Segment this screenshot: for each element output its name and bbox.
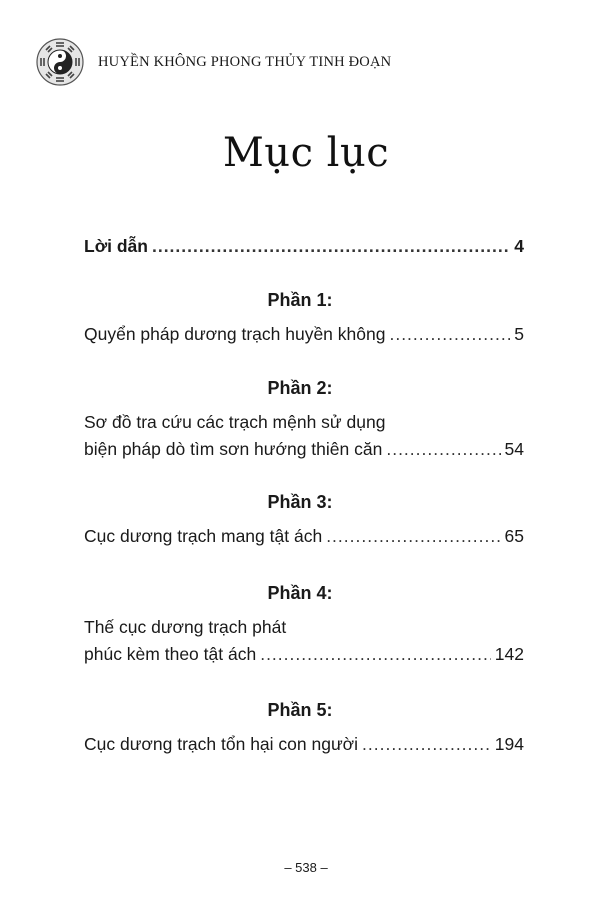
yin-yang-bagua-icon — [36, 38, 84, 86]
toc-part-3[interactable] — [84, 492, 524, 550]
toc-part-2[interactable] — [84, 378, 524, 463]
toc-entry-page: 5 — [514, 324, 524, 344]
part-label: Phần 1: — [267, 290, 333, 310]
running-title: HUYỀN KHÔNG PHONG THỦY TINH ĐOẠN — [98, 53, 392, 70]
toc-entry-intro[interactable] — [84, 236, 524, 257]
toc-entry — [84, 436, 524, 463]
toc-entry-text: phúc kèm theo tật ách — [84, 644, 257, 664]
toc-part-5[interactable] — [84, 700, 524, 758]
dot-leader — [152, 236, 510, 257]
toc-entry — [84, 321, 524, 348]
toc-entry-text: Cục dương trạch tổn hại con người — [84, 734, 359, 754]
dot-leader — [389, 321, 510, 348]
toc-entry-page: 194 — [494, 734, 524, 754]
toc-entry-page: 54 — [504, 439, 524, 459]
part-label: Phần 2: — [267, 378, 333, 398]
page-number: – 538 – — [284, 860, 328, 875]
toc-part-1[interactable] — [84, 290, 524, 348]
toc-entry-text: Quyển pháp dương trạch huyền không — [84, 324, 386, 344]
toc-entry-text-line: Sơ đồ tra cứu các trạch mệnh sử dụng — [84, 412, 386, 432]
toc-entry — [84, 731, 524, 758]
toc-entry-text-line: Thế cục dương trạch phát — [84, 617, 287, 637]
toc-part-4[interactable] — [84, 583, 524, 668]
toc-entry-text: Cục dương trạch mang tật ách — [84, 526, 323, 546]
part-label: Phần 5: — [267, 700, 333, 720]
toc-entry — [84, 523, 524, 550]
dot-leader — [362, 731, 491, 758]
part-label: Phần 4: — [267, 583, 333, 603]
toc-entry-page: 142 — [494, 644, 524, 664]
toc-entry-page: 4 — [514, 236, 524, 256]
dot-leader — [386, 436, 500, 463]
dot-leader — [326, 523, 500, 550]
toc-entry — [84, 641, 524, 668]
toc-entry-page: 65 — [504, 526, 524, 546]
dot-leader — [260, 641, 491, 668]
toc-entry-text: biện pháp dò tìm sơn hướng thiên căn — [84, 439, 383, 459]
part-label: Phần 3: — [267, 492, 333, 512]
running-header — [36, 38, 391, 86]
page-title: Mục lục — [222, 130, 390, 176]
toc-entry-label: Lời dẫn — [84, 236, 148, 256]
